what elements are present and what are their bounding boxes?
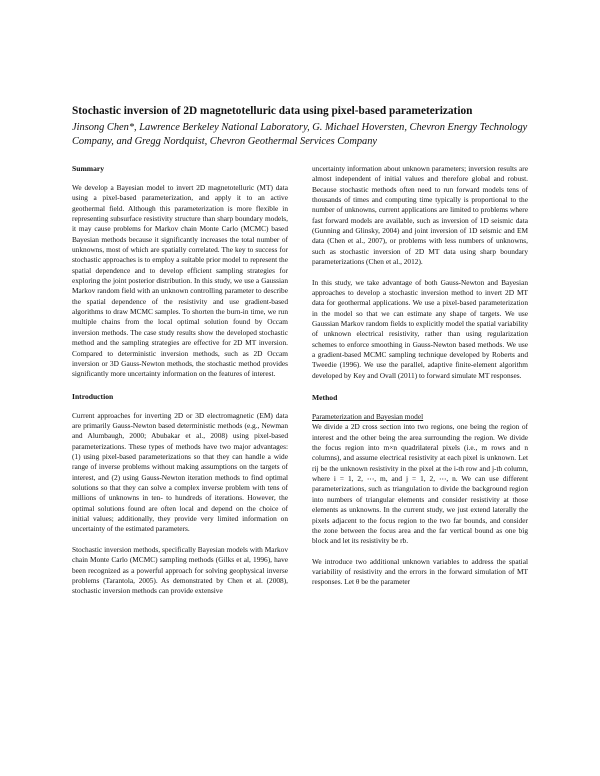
introduction-paragraph-2: Stochastic inversion methods, specifically Bayesian models with Markov chain Monte Carlo (MCMC) sampling methods (Gilks et al, 1996), have been recognized as a powerful approach for solving geophysical inverse problems (Tarantola, 2005). As demonstrated by Chen et al. (2008), stochastic inversion methods can provide extensive — [72, 544, 288, 596]
author-list: Jinsong Chen*, Lawrence Berkeley National Laboratory, G. Michael Hoversten, Chevron Energy Technology Company, and Gregg Nordquist, Chevron Geothermal Services Company — [72, 122, 528, 147]
left-column — [72, 164, 288, 607]
method-subheading: Parameterization and Bayesian model — [312, 412, 424, 422]
method-paragraph-2: We introduce two additional unknown variables to address the spatial variability of resistivity and the errors in the forward simulation of MT responses. Let θ be the parameter — [312, 556, 528, 587]
introduction-paragraph-3: uncertainty information about unknown parameters; inversion results are almost independent of initial values and therefore global and robust. Because stochastic methods often need to run forward models tens of thousands of times and computing time typically is proportional to the number of unknowns, current applications are limited to problems where fast forward models are available, such as inversion of 1D seismic data (Gunning and Glinsky, 2004) and joint inversion of 1D seismic and EM data (Chen et al., 2007), or problems with less numbers of unknowns, such as stochastic inversion of 2D MT data using sharp boundary parameterizations (Chen et al., 2012). — [312, 164, 528, 267]
introduction-heading: Introduction — [72, 391, 114, 401]
introduction-paragraph-4: In this study, we take advantage of both Gauss-Newton and Bayesian approaches to develop a stochastic inversion method to invert 2D MT data for geothermal applications. We use a pixel-based parameterization in the model so that we can estimate any shape of targets. We use Gaussian Markov random fields to explicitly model the spatial variability of unknown electrical resistivity, rather than using regularization schemes to enforce smoothing in Gauss-Newton based methods. We use a gradient-based MCMC sampling technique developed by Roberts and Tweedie (1996). We use the parallel, adaptive finite-element algorithm developed by Key and Ovall (2011) to forward simulate MT responses. — [312, 277, 528, 380]
method-heading: Method — [312, 393, 338, 403]
method-paragraph-1: We divide a 2D cross section into two regions, one being the region of interest and the other being the area surrounding the region. We divide the focus region into m×n quadrilateral pixels (i.e., m rows and n columns), and assume electrical resistivity at each pixel is unknown. Let rij be the unknown resistivity in the pixel at the i-th row and j-th column, where i = 1, 2, ⋯, m, and j = 1, 2, ⋯, n. We can use different parameterizations, such as triangulation to divide the background region into numbers of triangular elements and consider resistivity at those elements as unknowns. In the current study, we just extend laterally the pixels adjacent to the focus region to the two far bounds, and consider the zone between the focus area and the far vertical bound as one big block and let its resistivity be rb. — [312, 422, 528, 546]
summary-heading: Summary — [72, 164, 105, 173]
introduction-paragraph-1: Current approaches for inverting 2D or 3D electromagnetic (EM) data are primarily Gauss-Newton based deterministic methods (e.g., Newman and Alumbaugh, 2000; Abubakar et al., 2008) using pixel-based parameterizations. These types of methods have two major advantages: (1) using pixel-based parameterizations so that they can handle a wide range of inverse problems without making assumptions on the targets of interest, and (2) using Gauss-Newton iteration methods to find optimal solutions so that they can solve a complex inverse problem with tens of millions of unknowns in ten- to hundreds of iterations. However, the optimal solutions found are often local and depend on the choice of initial values; additionally, they provide very limited information on uncertainty of the estimated parameters. — [72, 410, 288, 534]
right-column — [312, 164, 528, 598]
summary-paragraph: We develop a Bayesian model to invert 2D magnetotelluric (MT) data using a pixel-based parameterization, and apply it to an active geothermal field. Although this parameterization is more flexible in representing subsurface resistivity structure than sharp boundary models, it may cause problems for Markov chain Monte Carlo (MCMC) based Bayesian methods because it significantly increases the total number of unknowns, most of which are spatially correlated. The key to success for stochastic approaches is to employ a suitable prior model to represent the spatial dependence and to develop efficient sampling strategies for exploring the joint posterior distribution. In this study, we use a Gaussian Markov random field with an unknown controlling parameter to describe the spatial dependence of the resistivity and use gradient-based algorithms to draw MCMC samples. To shorten the burn-in time, we run multiple chains from the local optimal solution found by Occam inversion methods. The case study results show the developed stochastic method and the sampling strategies are effective for 2D MT inversion. Compared to deterministic inversion methods, such as 2D Occam inversion or 3D Gauss-Newton methods, the stochastic method provides significantly more uncertainty information on the features of interest. — [72, 183, 288, 379]
paper-title: Stochastic inversion of 2D magnetotelluric data using pixel-based parameterization — [72, 105, 473, 117]
